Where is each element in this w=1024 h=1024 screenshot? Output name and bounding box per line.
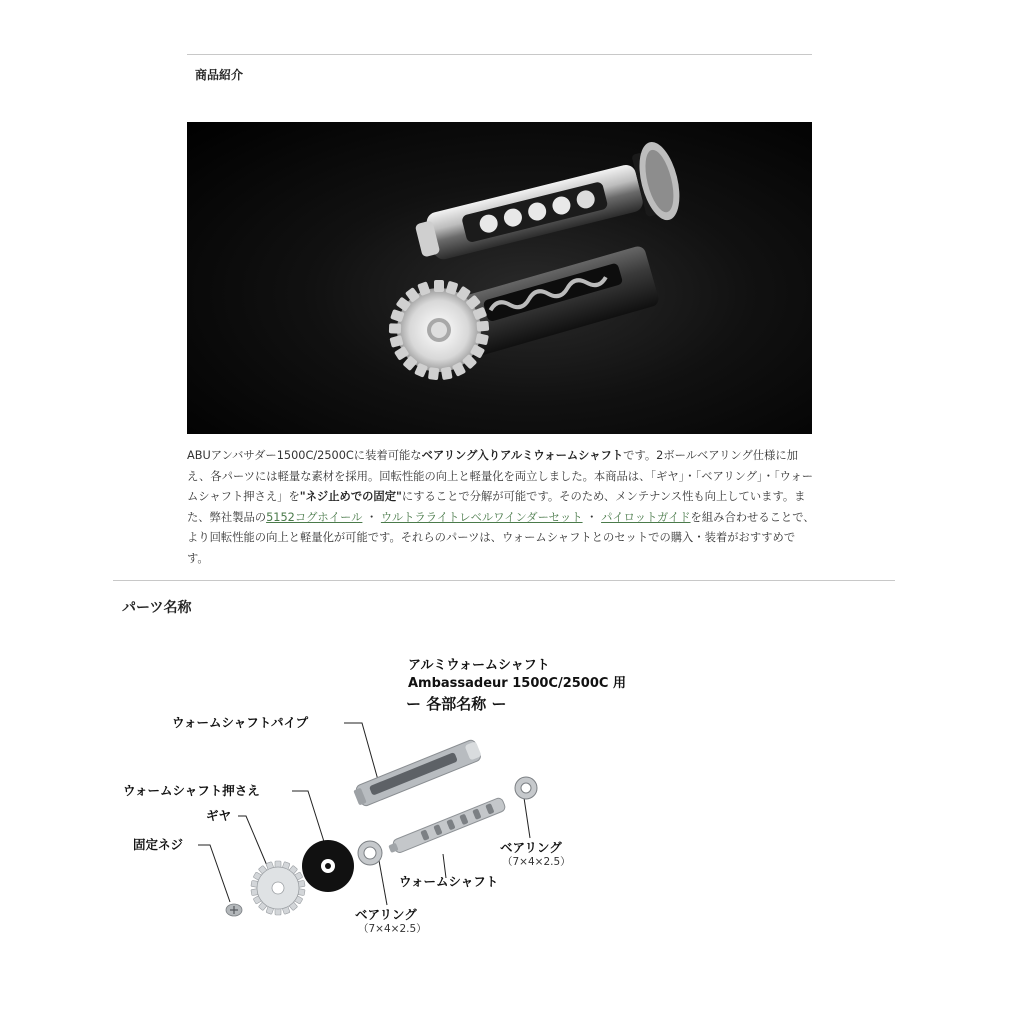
link-level-winder-set[interactable]: ウルトラライトレベルワインダーセット (380, 510, 583, 524)
diagram-title-2: Ambassadeur 1500C/2500C 用 (408, 676, 626, 691)
fixing-screw-part (226, 904, 242, 916)
bearing-right-part (515, 777, 537, 799)
gear-part (251, 861, 305, 915)
desc-sep-1: ・ (366, 510, 378, 524)
diagram-title-3: ー 各部名称 ー (406, 695, 507, 713)
desc-bold-1: ベアリング入りアルミウォームシャフト (421, 449, 624, 462)
desc-sep-2: ・ (586, 510, 598, 524)
spec-bearing-bottom: （7×4×2.5） (358, 923, 427, 935)
label-bearing-bottom: ベアリング (355, 907, 417, 922)
label-shaft-pipe: ウォームシャフトパイプ (172, 715, 309, 730)
parts-diagram (100, 640, 660, 960)
parts-heading: パーツ名称 (122, 600, 192, 616)
desc-text-1: ABUアンバサダー1500C/2500Cに装着可能な (187, 449, 422, 462)
product-description (187, 446, 815, 570)
section-divider (113, 580, 895, 581)
intro-heading: 商品紹介 (195, 68, 244, 82)
link-pilot-guide[interactable]: パイロットガイド (601, 510, 691, 524)
spec-bearing-right: （7×4×2.5） (502, 856, 571, 868)
desc-text-4: を組み合わせることで、より回転性能の向上と軽量化が可能です。それらのパーツは、ウォームシャフトとのセットでの購入・装着がおすすめです。 (187, 510, 815, 565)
product-photo (187, 122, 812, 434)
label-bearing-right: ベアリング (500, 840, 562, 855)
label-shaft-presser: ウォームシャフト押さえ (123, 783, 260, 798)
label-fixing-screw: 固定ネジ (133, 837, 184, 852)
desc-text-3: にすることで分解が可能です。そのため、メンテナンス性も向上しています。また、弊社製品の (187, 490, 806, 524)
worm-shaft-part (387, 797, 506, 856)
top-divider (187, 54, 812, 55)
desc-text-2: です。2ボールベアリング仕様に加え、各パーツには軽量な素材を採用。回転性能の向上と軽量化を両立しました。本商品は、「ギヤ」・「ベアリング」・「ウォームシャフト押さえ」を (187, 449, 814, 504)
shaft-presser-part (302, 840, 354, 892)
desc-bold-2: "ネジ止めでの固定" (299, 490, 402, 504)
label-gear: ギヤ (206, 808, 232, 823)
label-worm-shaft: ウォームシャフト (399, 874, 499, 889)
shaft-pipe-part (352, 738, 483, 808)
bearing-bottom-part (358, 841, 382, 865)
link-cog-wheel[interactable]: 5152コグホイール (266, 510, 363, 524)
diagram-title-1: アルミウォームシャフト (408, 658, 550, 673)
